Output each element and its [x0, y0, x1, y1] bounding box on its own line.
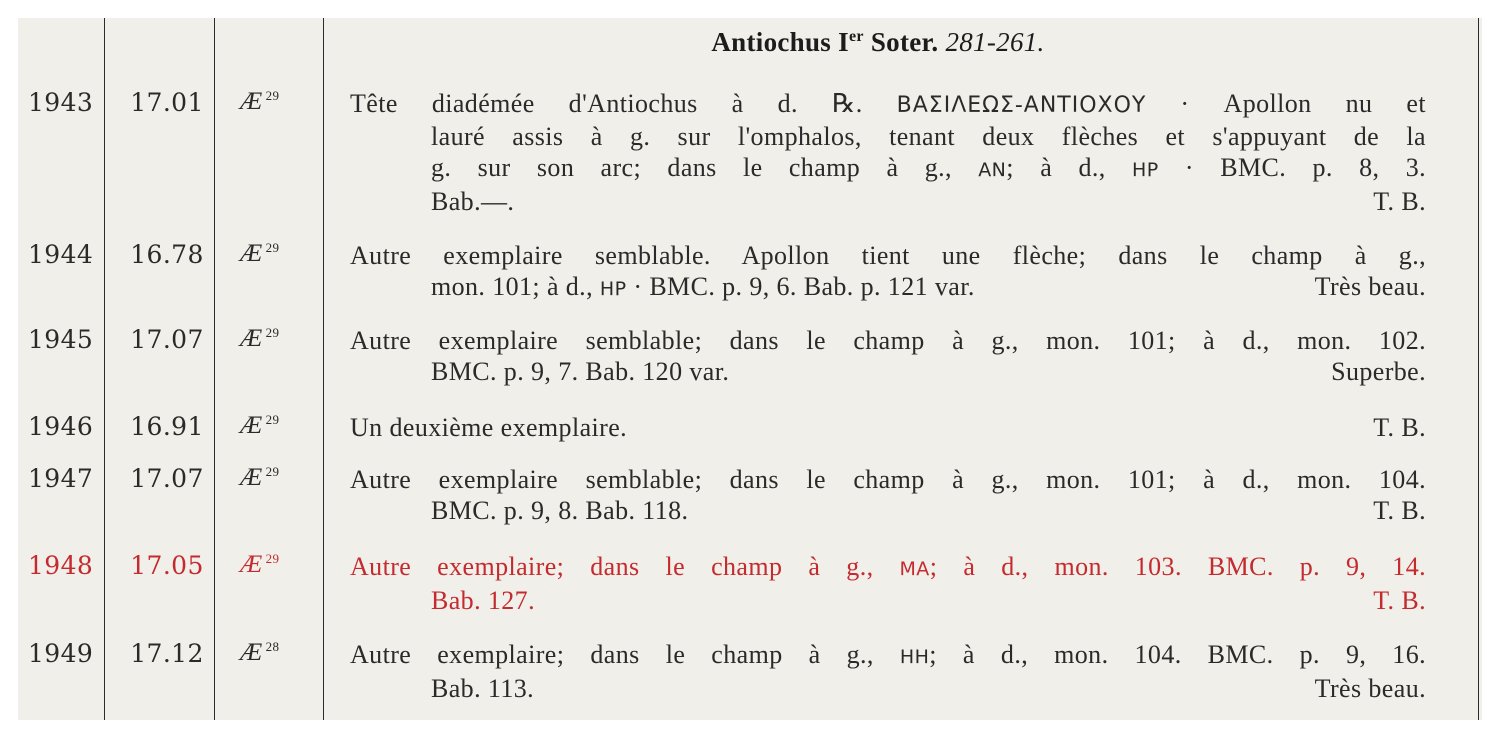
legend-greek: ΒΑΣΙΛΕΩΣ-ΑΝΤΙΟΧΟΥ: [896, 93, 1147, 118]
column-rule-2: [214, 18, 215, 720]
entry-metal: Æ $^{29}$: [240, 463, 280, 491]
entry-weight: 17.05: [130, 551, 204, 580]
entry-description: Un deuxième exemplaire. T. B.: [350, 413, 1426, 442]
catalogue-page: [18, 18, 1482, 720]
entry-number: 1947: [28, 464, 94, 493]
entry-description: Autre exemplaire semblable; dans le champ à g., mon. 101; à d., mon. 102. BMC. p. 9, 7. Bab. 120 var. Superbe.: [350, 326, 1426, 386]
monogram-icon: ΗΗ: [899, 646, 930, 668]
entry-grade: T. B.: [1373, 413, 1426, 442]
entry-number: 1946: [28, 412, 94, 441]
entry-grade: Très beau.: [1314, 272, 1426, 301]
entry-grade: Très beau.: [1314, 674, 1426, 703]
page-title: Antiochus Ier Soter. 281-261.: [711, 27, 1045, 57]
monogram-icon: ΗΡ: [599, 278, 627, 300]
entry-number: 1948: [28, 551, 94, 580]
entry-number: 1949: [28, 639, 94, 668]
entry-weight: 17.12: [130, 639, 204, 668]
entry-grade: Superbe.: [1331, 357, 1426, 386]
entry-description: Autre exemplaire semblable. Apollon tient une flèche; dans le champ à g., mon. 101; à d., ΗΡ · BMC. p. 9, 6. Bab. p. 121 var. Très beau.: [350, 241, 1426, 301]
entry-grade: T. B.: [1373, 187, 1426, 216]
entry-weight: 17.01: [130, 88, 204, 117]
entry-number: 1944: [28, 240, 94, 269]
entry-weight: 16.91: [130, 412, 204, 441]
entry-number: 1943: [28, 88, 94, 117]
entry-description: Tête diadémée d'Antiochus à d. ℞. ΒΑΣΙΛΕΩΣ-ΑΝΤΙΟΧΟΥ · Apollon nu et lauré assis à g. sur l'omphalos, tenant deux flèches et s'appuyant de la g. sur son arc; dans le champ à g., ΑΝ; à d., ΗΡ · BMC. p. 8, 3. Bab.—. T. B.: [350, 89, 1427, 216]
entry-metal: Æ $^{29}$: [240, 239, 280, 267]
entry-metal: Æ $^{29}$: [240, 87, 280, 115]
entry-weight: 17.07: [130, 464, 204, 493]
entry-grade: T. B.: [1373, 586, 1426, 615]
column-rule-1: [104, 18, 105, 720]
entry-weight: 16.78: [130, 240, 204, 269]
monogram-icon: ΑΝ: [978, 159, 1007, 181]
entry-metal: Æ $^{29}$: [240, 411, 280, 439]
entry-metal: Æ $^{29}$: [240, 324, 280, 352]
entry-description: Autre exemplaire; dans le champ à g., ΗΗ; à d., mon. 104. BMC. p. 9, 16. Bab. 113. Très beau.: [350, 640, 1426, 703]
column-rule-3: [323, 18, 324, 720]
column-rule-4: [1478, 18, 1479, 720]
monogram-icon: ΗΡ: [1132, 159, 1159, 181]
monogram-icon: ΜΑ: [899, 558, 930, 580]
entry-grade: T. B.: [1373, 496, 1426, 525]
entry-metal: Æ $^{29}$: [240, 550, 280, 578]
entry-description: Autre exemplaire; dans le champ à g., ΜΑ; à d., mon. 103. BMC. p. 9, 14. Bab. 127. T. B.: [350, 552, 1427, 615]
entry-weight: 17.07: [130, 325, 204, 354]
entry-description: Autre exemplaire semblable; dans le champ à g., mon. 101; à d., mon. 104. BMC. p. 9, 8. Bab. 118. T. B.: [350, 465, 1426, 525]
entry-metal: Æ $^{28}$: [240, 638, 280, 666]
entry-number: 1945: [28, 325, 94, 354]
